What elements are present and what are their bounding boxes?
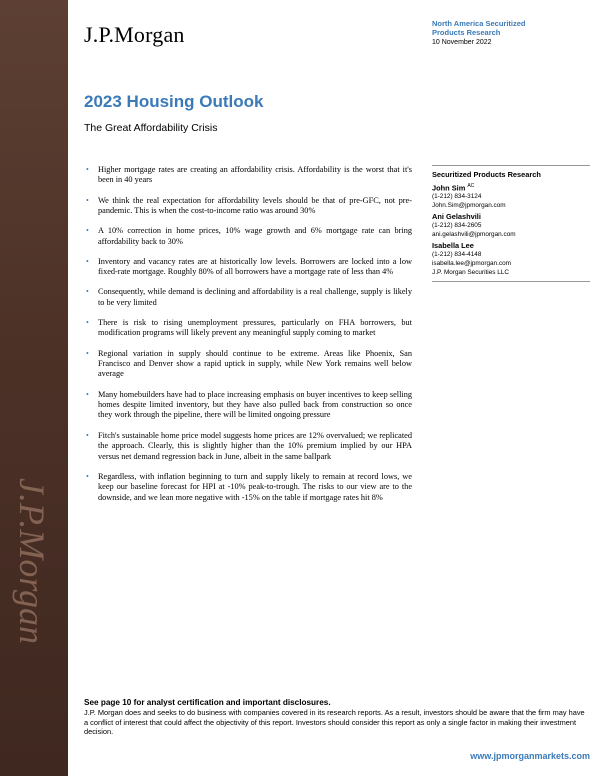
bullet-icon: • — [86, 165, 89, 174]
firm-name: J.P. Morgan Securities LLC — [432, 268, 509, 276]
key-point — [84, 318, 412, 339]
key-point-text: A 10% correction in home prices, 10% wage growth and 6% mortgage rate can bring affordability back to 30% — [98, 226, 412, 246]
key-point-text: Regional variation in supply should continue to be extreme. Areas like Phoenix, San Francisco and Denver show a rapid uptick in supply, while New York remains well below average — [98, 348, 412, 379]
signature-text: J.P.Morgan — [12, 478, 52, 644]
report-date: 10 November 2022 — [432, 39, 492, 46]
analyst-name: John Sim $^{AC}$ — [432, 183, 475, 193]
website-link[interactable]: www.jpmorganmarkets.com — [470, 751, 590, 761]
bullet-icon: • — [86, 226, 89, 236]
key-point — [84, 472, 412, 503]
bullet-icon: • — [86, 318, 89, 328]
bullet-icon: • — [86, 389, 89, 399]
disclosure-heading: See page 10 for analyst certification and important disclosures. — [84, 698, 331, 707]
analyst-name: Isabella Lee — [432, 241, 474, 251]
bullet-icon: • — [86, 256, 89, 266]
key-point-text: Many homebuilders have had to place increasing emphasis on buyer incentives to keep selling homes despite limited inventory, but they have also pulled back from construction so once they work through the pipeline, there will be limited ongoing pressure — [98, 389, 412, 420]
key-point — [84, 196, 412, 217]
department-line-2: Products Research — [432, 28, 501, 37]
analyst-phone: (1-212) 834-3124 — [432, 193, 482, 201]
key-point-text: Higher mortgage rates are creating an affordability crisis. Affordability is the worst that it's been in 40 years — [98, 165, 412, 185]
analyst-badge: AC — [467, 183, 475, 189]
key-point-text: Fitch's sustainable home price model suggests home prices are 12% overvalued; we replicated the approach. Clearly, this is slightly higher than the 10% premium implied by our HPA versus net demand regression back in June, albeit in the same ballpark — [98, 430, 412, 461]
jpmorgan-logo: J.P.Morgan — [84, 22, 185, 47]
analyst-phone: (1-212) 834-4148 — [432, 251, 482, 259]
key-point — [84, 165, 412, 186]
divider — [432, 165, 590, 166]
analyst-email[interactable]: John.Sim@jpmorgan.com — [432, 202, 506, 210]
bullet-icon: • — [86, 195, 89, 205]
key-point — [84, 431, 412, 462]
report-subtitle: The Great Affordability Crisis — [84, 122, 218, 134]
contacts-heading: Securitized Products Research — [432, 170, 541, 179]
key-point — [84, 287, 412, 308]
department-block — [432, 19, 592, 47]
bullet-icon: • — [86, 471, 89, 481]
analyst-email[interactable]: ani.gelashvili@jpmorgan.com — [432, 231, 516, 239]
key-point-text: Inventory and vacancy rates are at historically low levels. Borrowers are locked into a low fixed-rate mortgage. Roughly 80% of all borrowers have a mortgage rate of less than 4% — [98, 256, 412, 277]
analyst-name: Ani Gelashvili — [432, 212, 481, 222]
key-points-list — [84, 165, 412, 513]
analyst-email[interactable]: isabella.lee@jpmorgan.com — [432, 260, 511, 267]
bullet-icon: • — [86, 287, 89, 297]
key-point — [84, 390, 412, 421]
divider — [432, 281, 590, 282]
key-point — [84, 349, 412, 380]
analyst-phone: (1-212) 834-2605 — [432, 222, 482, 230]
analyst-contacts — [432, 165, 590, 282]
key-point-text: Regardless, with inflation beginning to turn and supply likely to remain at record lows, we keep our baseline forecast for HPI at -10% peak-to-trough. The risks to our view are to the downside, and we lean more negative with -15% on the table if mortgage rates hit 8% — [98, 471, 412, 502]
key-point — [84, 226, 412, 247]
signature-watermark — [0, 470, 76, 670]
department-line-1: North America Securitized — [432, 19, 526, 28]
disclosure-text: J.P. Morgan does and seeks to do business with companies covered in its research reports. As a result, investors should be aware that the firm may have a conflict of interest that could affect the objectivity of this report. Investors should consider this report as only a single factor in making their investment decision. — [84, 708, 585, 737]
key-point-text: Consequently, while demand is declining and affordability is a real challenge, supply is likely to be very limited — [98, 287, 412, 307]
key-point-text: There is risk to rising unemployment pressures, particularly on FHA borrowers, but modification programs will likely prevent any meaningful supply coming to market — [98, 318, 412, 338]
report-title: 2023 Housing Outlook — [84, 92, 264, 111]
bullet-icon: • — [86, 430, 89, 440]
brand-sidebar — [0, 0, 68, 776]
bullet-icon: • — [86, 348, 89, 358]
key-point-text: We think the real expectation for affordability levels should be that of pre-GFC, not pre-pandemic. This is when the cost-to-income ratio was around 30% — [98, 195, 412, 216]
key-point — [84, 257, 412, 278]
disclosure-block — [84, 697, 590, 737]
